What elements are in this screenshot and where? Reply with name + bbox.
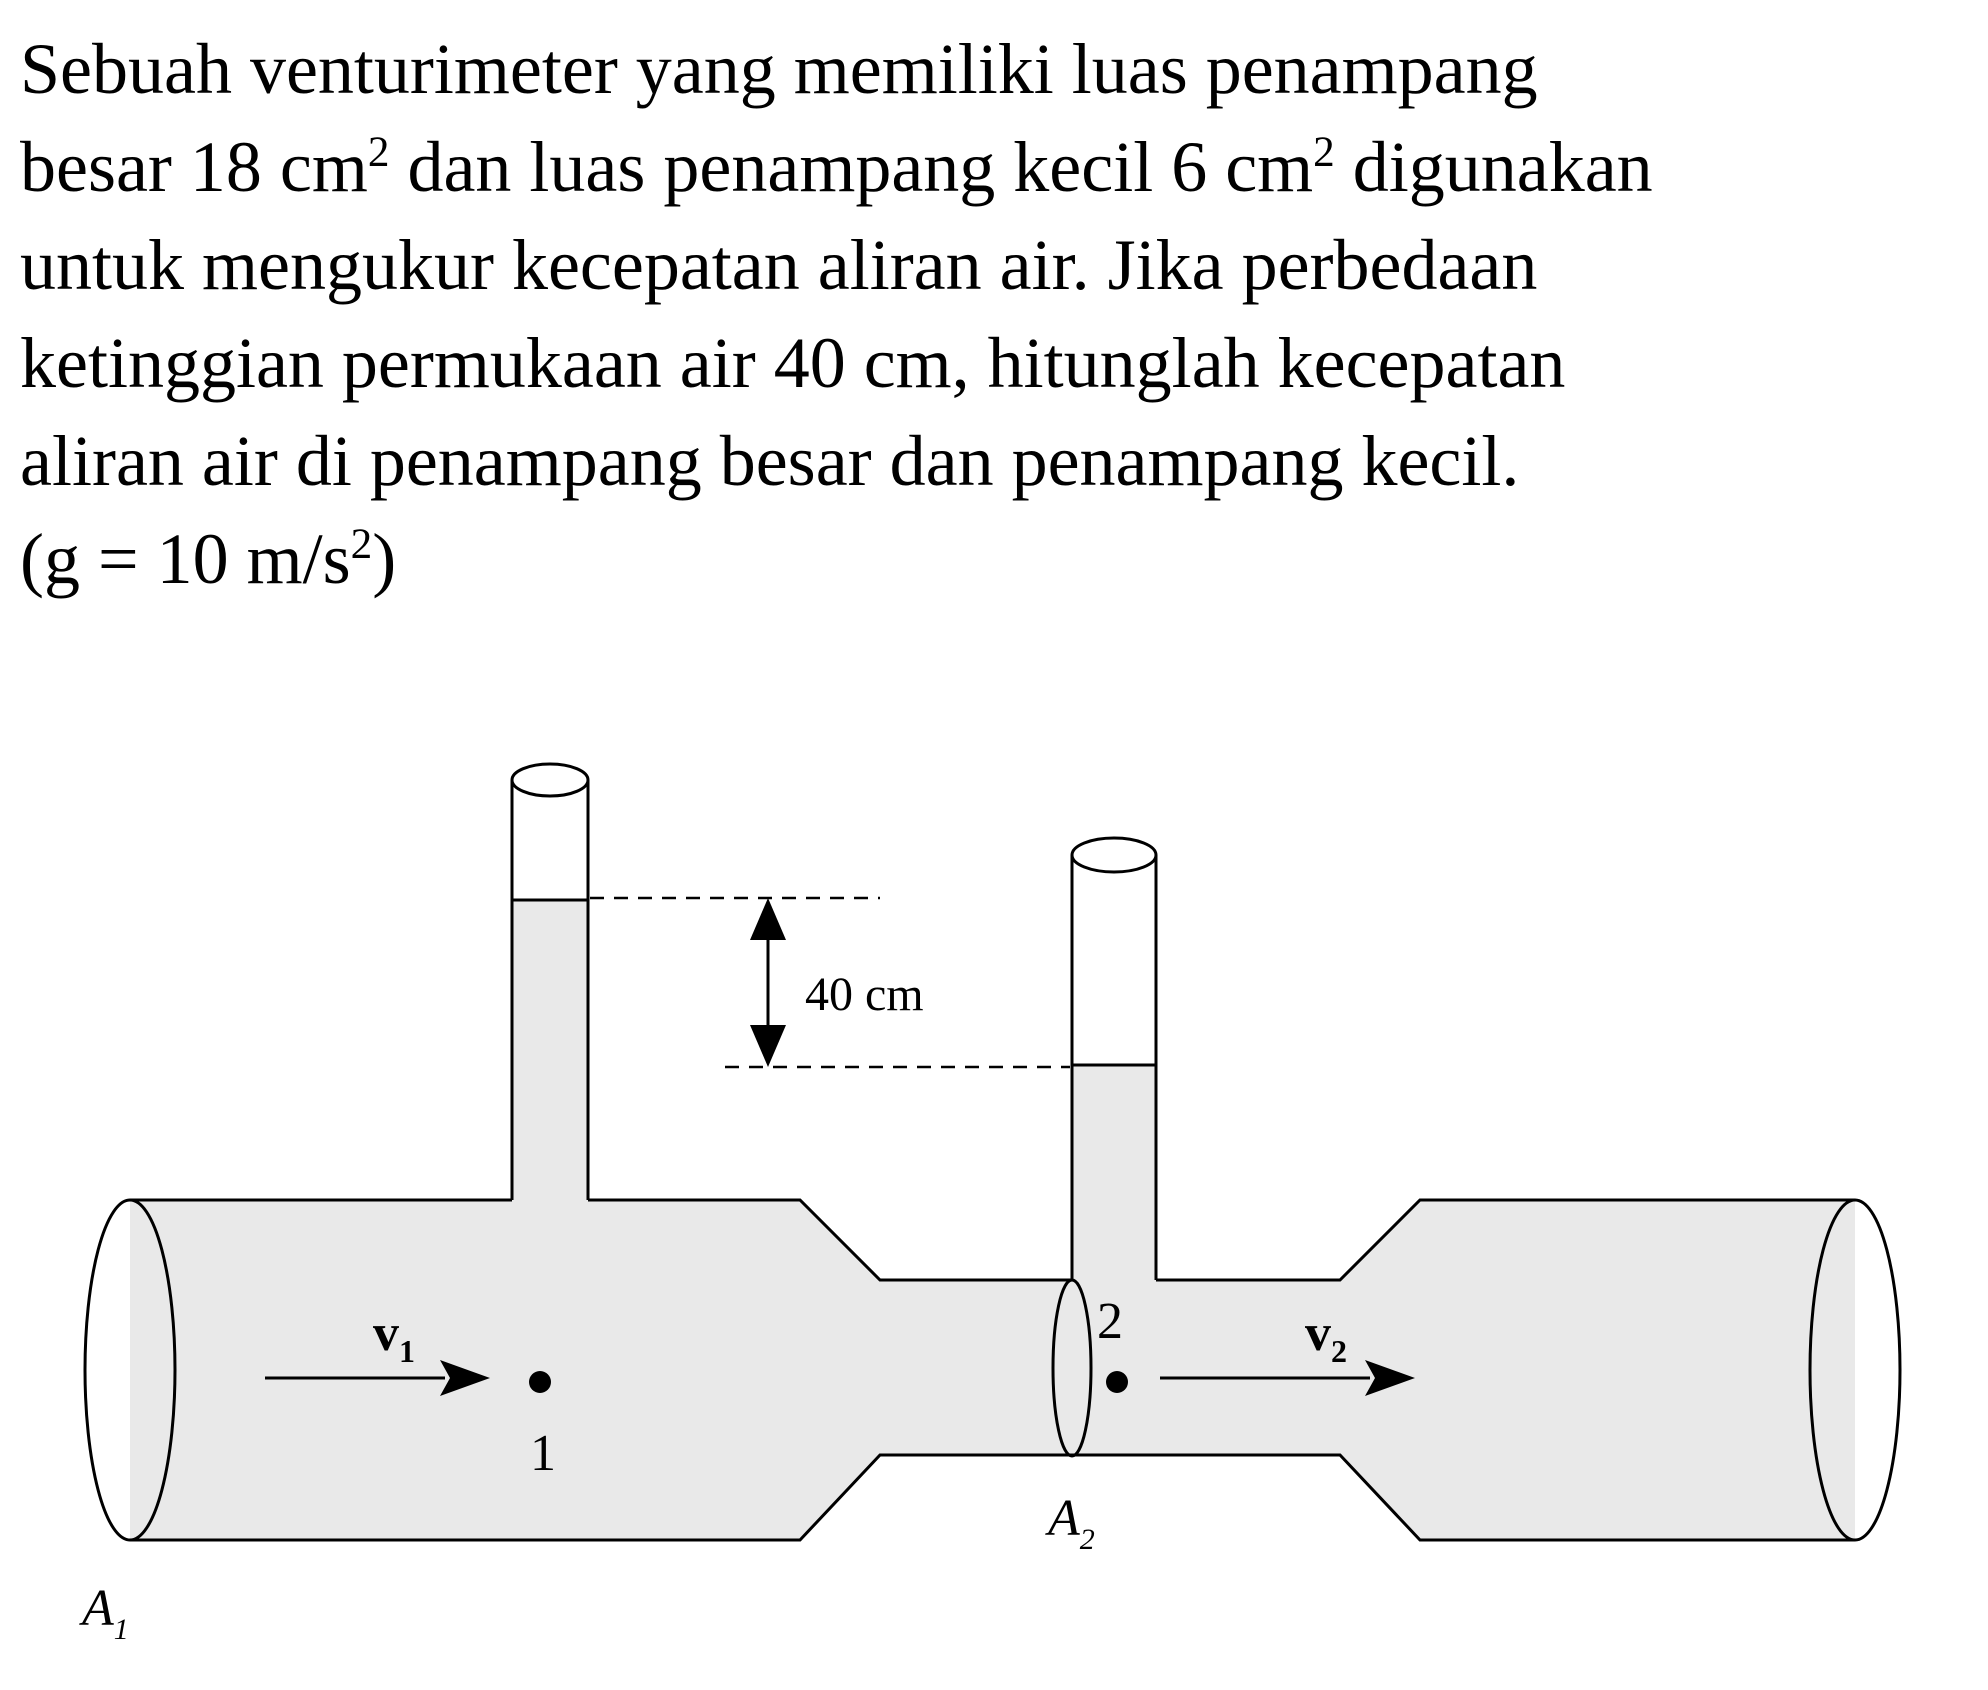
point-1-label: 1 (530, 1425, 556, 1482)
point-2-label: 2 (1097, 1293, 1123, 1350)
superscript-2: 2 (1313, 129, 1335, 176)
problem-line-5: aliran air di penampang besar dan penampang kecil. (20, 421, 1520, 501)
problem-line-1: Sebuah venturimeter yang memiliki luas penampang (20, 29, 1538, 109)
height-label: 40 cm (805, 968, 924, 1021)
v2-label: $v_2$ (1305, 1305, 1347, 1369)
a1-label: $A_1$ (82, 1580, 129, 1646)
venturimeter-figure (0, 700, 1988, 1690)
gravity-formula-text: (g = 10 m/s (20, 519, 351, 599)
problem-statement (20, 20, 1960, 608)
problem-line-4: ketinggian permukaan air 40 cm, hitunglah kecepatan (20, 323, 1566, 403)
superscript-2: 2 (367, 129, 390, 176)
superscript-2: 2 (350, 521, 373, 568)
pipe-water-fill (130, 1200, 1855, 1540)
problem-line-3: untuk mengukur kecepatan aliran air. Jika perbedaan (20, 225, 1538, 305)
problem-line-2b: dan luas penampang kecil 6 cm (389, 127, 1314, 207)
point-2-marker (1106, 1371, 1128, 1393)
a2-label: $A_2$ (1048, 1490, 1095, 1556)
gravity-formula-close: ) (372, 519, 397, 599)
tube1-water (512, 900, 588, 1200)
tube2-water (1072, 1065, 1156, 1280)
problem-line-2c: digunakan (1334, 127, 1653, 207)
v1-label: $v_1$ (373, 1305, 415, 1369)
gravity-formula (20, 510, 1960, 608)
tube2-top (1072, 838, 1156, 872)
tube1-top (512, 764, 588, 796)
point-1-marker (529, 1371, 551, 1393)
problem-line-2a: besar 18 cm (20, 127, 368, 207)
venturimeter-diagram (0, 700, 1988, 1690)
height-difference-arrow-icon (750, 898, 786, 1067)
